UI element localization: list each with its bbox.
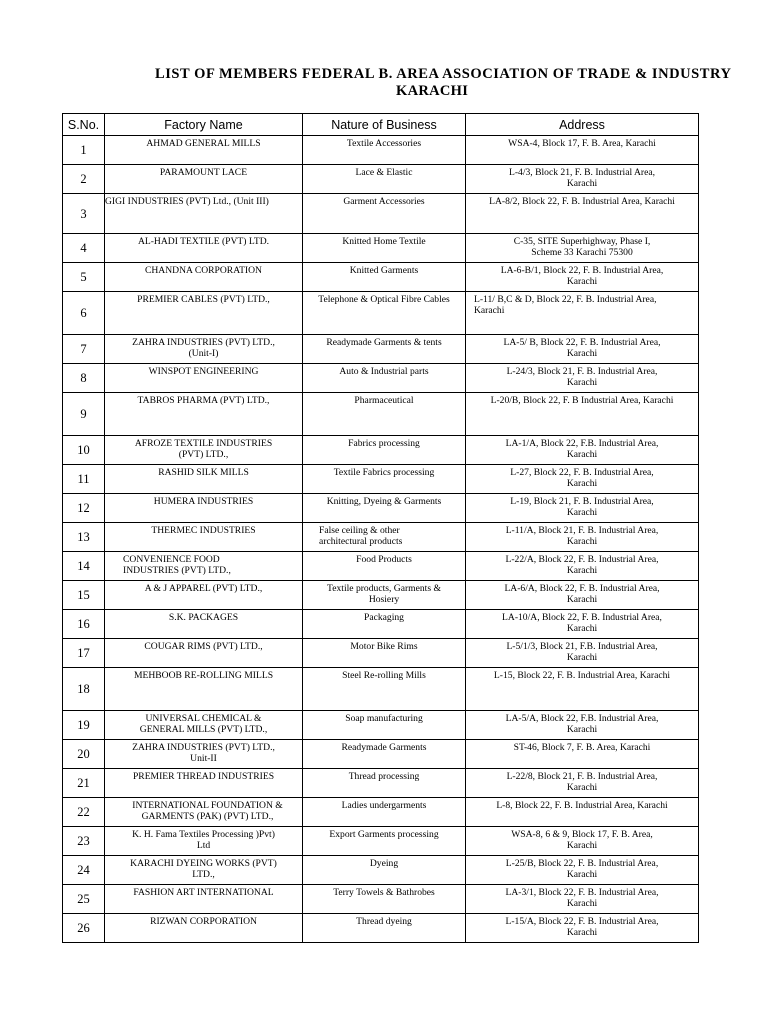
sno-cell: 15 — [63, 581, 105, 610]
factory-name-cell: FASHION ART INTERNATIONAL — [105, 885, 303, 914]
nature-of-business-cell: Readymade Garments — [303, 740, 466, 769]
table-row — [63, 798, 699, 827]
sno-cell: 18 — [63, 668, 105, 711]
nature-of-business-cell: Steel Re-rolling Mills — [303, 668, 466, 711]
sno-cell: 12 — [63, 494, 105, 523]
nature-of-business-cell: Terry Towels & Bathrobes — [303, 885, 466, 914]
factory-name-cell: ZAHRA INDUSTRIES (PVT) LTD., Unit-II — [105, 740, 303, 769]
table-row — [63, 581, 699, 610]
address-cell: L-11/ B,C & D, Block 22, F. B. Industrial Area, Karachi — [466, 292, 699, 335]
table-row — [63, 194, 699, 234]
factory-name-cell: AHMAD GENERAL MILLS — [105, 136, 303, 165]
address-cell: LA-5/A, Block 22, F.B. Industrial Area, Karachi — [466, 711, 699, 740]
table-row — [63, 165, 699, 194]
title-line-2: KARACHI — [396, 83, 469, 99]
address-cell: L-22/8, Block 21, F. B. Industrial Area, Karachi — [466, 769, 699, 798]
address-cell: L-4/3, Block 21, F. B. Industrial Area, Karachi — [466, 165, 699, 194]
table-body — [63, 136, 699, 943]
address-cell: WSA-8, 6 & 9, Block 17, F. B. Area, Karachi — [466, 827, 699, 856]
factory-name-cell: MEHBOOB RE-ROLLING MILLS — [105, 668, 303, 711]
address-cell: L-15/A, Block 22, F. B. Industrial Area, Karachi — [466, 914, 699, 943]
table-row — [63, 827, 699, 856]
factory-name-cell: TABROS PHARMA (PVT) LTD., — [105, 393, 303, 436]
nature-of-business-cell: Textile products, Garments & Hosiery — [303, 581, 466, 610]
sno-cell: 23 — [63, 827, 105, 856]
nature-of-business-cell: Textile Accessories — [303, 136, 466, 165]
factory-name-cell: THERMEC INDUSTRIES — [105, 523, 303, 552]
table-row — [63, 436, 699, 465]
sno-cell: 21 — [63, 769, 105, 798]
factory-name-cell: S.K. PACKAGES — [105, 610, 303, 639]
nature-of-business-cell: Thread processing — [303, 769, 466, 798]
table-row — [63, 856, 699, 885]
nature-of-business-cell: Ladies undergarments — [303, 798, 466, 827]
sno-cell: 9 — [63, 393, 105, 436]
nature-of-business-cell: Knitting, Dyeing & Garments — [303, 494, 466, 523]
address-cell: LA-5/ B, Block 22, F. B. Industrial Area, Karachi — [466, 335, 699, 364]
factory-name-cell: RASHID SILK MILLS — [105, 465, 303, 494]
factory-name-cell: PREMIER THREAD INDUSTRIES — [105, 769, 303, 798]
factory-name-cell: UNIVERSAL CHEMICAL & GENERAL MILLS (PVT) LTD., — [105, 711, 303, 740]
factory-name-cell: INTERNATIONAL FOUNDATION & GARMENTS (PAK) (PVT) LTD., — [105, 798, 303, 827]
factory-name-cell: COUGAR RIMS (PVT) LTD., — [105, 639, 303, 668]
table-row — [63, 639, 699, 668]
factory-name-cell: HUMERA INDUSTRIES — [105, 494, 303, 523]
address-cell: C-35, SITE Superhighway, Phase I, Scheme 33 Karachi 75300 — [466, 234, 699, 263]
sno-cell: 22 — [63, 798, 105, 827]
nature-of-business-cell: Auto & Industrial parts — [303, 364, 466, 393]
sno-cell: 14 — [63, 552, 105, 581]
address-cell: L-8, Block 22, F. B. Industrial Area, Karachi — [466, 798, 699, 827]
nature-of-business-cell: Fabrics processing — [303, 436, 466, 465]
sno-cell: 2 — [63, 165, 105, 194]
address-cell: LA-3/1, Block 22, F. B. Industrial Area, Karachi — [466, 885, 699, 914]
sno-cell: 6 — [63, 292, 105, 335]
address-cell: L-5/1/3, Block 21, F.B. Industrial Area, Karachi — [466, 639, 699, 668]
table-header-row — [63, 114, 699, 136]
sno-cell: 8 — [63, 364, 105, 393]
factory-name-cell: K. H. Fama Textiles Processing )Pvt) Ltd — [105, 827, 303, 856]
nature-of-business-cell: Food Products — [303, 552, 466, 581]
sno-cell: 24 — [63, 856, 105, 885]
sno-cell: 19 — [63, 711, 105, 740]
table-row — [63, 393, 699, 436]
header-nature-of-business: Nature of Business — [303, 114, 466, 136]
address-cell: LA-6-B/1, Block 22, F. B. Industrial Area, Karachi — [466, 263, 699, 292]
header-factory-name: Factory Name — [105, 114, 303, 136]
nature-of-business-cell: False ceiling & other architectural products — [303, 523, 466, 552]
sno-cell: 17 — [63, 639, 105, 668]
address-cell: L-15, Block 22, F. B. Industrial Area, Karachi — [466, 668, 699, 711]
nature-of-business-cell: Soap manufacturing — [303, 711, 466, 740]
factory-name-cell: PREMIER CABLES (PVT) LTD., — [105, 292, 303, 335]
table-row — [63, 364, 699, 393]
table-row — [63, 769, 699, 798]
address-cell: L-22/A, Block 22, F. B. Industrial Area, Karachi — [466, 552, 699, 581]
table-row — [63, 740, 699, 769]
factory-name-cell: ZAHRA INDUSTRIES (PVT) LTD., (Unit-I) — [105, 335, 303, 364]
sno-cell: 20 — [63, 740, 105, 769]
address-cell: LA-10/A, Block 22, F. B. Industrial Area, Karachi — [466, 610, 699, 639]
address-cell: L-20/B, Block 22, F. B Industrial Area, Karachi — [466, 393, 699, 436]
sno-cell: 13 — [63, 523, 105, 552]
address-cell: L-25/B, Block 22, F. B. Industrial Area, Karachi — [466, 856, 699, 885]
table-row — [63, 914, 699, 943]
table-row — [63, 885, 699, 914]
title-line-1: LIST OF MEMBERS FEDERAL B. AREA ASSOCIATION OF TRADE & INDUSTRY — [155, 66, 732, 82]
factory-name-cell: PARAMOUNT LACE — [105, 165, 303, 194]
factory-name-cell: CONVENIENCE FOOD INDUSTRIES (PVT) LTD., — [105, 552, 303, 581]
nature-of-business-cell: Packaging — [303, 610, 466, 639]
factory-name-cell: AL-HADI TEXTILE (PVT) LTD. — [105, 234, 303, 263]
table-row — [63, 263, 699, 292]
factory-name-cell: WINSPOT ENGINEERING — [105, 364, 303, 393]
sno-cell: 1 — [63, 136, 105, 165]
table-row — [63, 552, 699, 581]
table-row — [63, 234, 699, 263]
nature-of-business-cell: Thread dyeing — [303, 914, 466, 943]
address-cell: L-19, Block 21, F. B. Industrial Area, Karachi — [466, 494, 699, 523]
table-row — [63, 292, 699, 335]
nature-of-business-cell: Dyeing — [303, 856, 466, 885]
nature-of-business-cell: Lace & Elastic — [303, 165, 466, 194]
address-cell: L-11/A, Block 21, F. B. Industrial Area, Karachi — [466, 523, 699, 552]
factory-name-cell: RIZWAN CORPORATION — [105, 914, 303, 943]
sno-cell: 5 — [63, 263, 105, 292]
table-row — [63, 494, 699, 523]
sno-cell: 16 — [63, 610, 105, 639]
address-cell: LA-6/A, Block 22, F. B. Industrial Area, Karachi — [466, 581, 699, 610]
address-cell: L-27, Block 22, F. B. Industrial Area, Karachi — [466, 465, 699, 494]
table-row — [63, 335, 699, 364]
address-cell: ST-46, Block 7, F. B. Area, Karachi — [466, 740, 699, 769]
factory-name-cell: GIGI INDUSTRIES (PVT) Ltd., (Unit III) — [105, 194, 303, 234]
header-address: Address — [466, 114, 699, 136]
address-cell: WSA-4, Block 17, F. B. Area, Karachi — [466, 136, 699, 165]
sno-cell: 7 — [63, 335, 105, 364]
members-table — [62, 113, 699, 943]
table-row — [63, 668, 699, 711]
sno-cell: 11 — [63, 465, 105, 494]
nature-of-business-cell: Export Garments processing — [303, 827, 466, 856]
table-row — [63, 136, 699, 165]
sno-cell: 26 — [63, 914, 105, 943]
factory-name-cell: AFROZE TEXTILE INDUSTRIES (PVT) LTD., — [105, 436, 303, 465]
nature-of-business-cell: Garment Accessories — [303, 194, 466, 234]
nature-of-business-cell: Pharmaceutical — [303, 393, 466, 436]
nature-of-business-cell: Readymade Garments & tents — [303, 335, 466, 364]
nature-of-business-cell: Textile Fabrics processing — [303, 465, 466, 494]
nature-of-business-cell: Knitted Garments — [303, 263, 466, 292]
nature-of-business-cell: Motor Bike Rims — [303, 639, 466, 668]
sno-cell: 25 — [63, 885, 105, 914]
factory-name-cell: CHANDNA CORPORATION — [105, 263, 303, 292]
table-row — [63, 523, 699, 552]
factory-name-cell: A & J APPAREL (PVT) LTD., — [105, 581, 303, 610]
address-cell: L-24/3, Block 21, F. B. Industrial Area, Karachi — [466, 364, 699, 393]
address-cell: LA-1/A, Block 22, F.B. Industrial Area, Karachi — [466, 436, 699, 465]
factory-name-cell: KARACHI DYEING WORKS (PVT) LTD., — [105, 856, 303, 885]
sno-cell: 3 — [63, 194, 105, 234]
sno-cell: 4 — [63, 234, 105, 263]
table-row — [63, 610, 699, 639]
sno-cell: 10 — [63, 436, 105, 465]
nature-of-business-cell: Telephone & Optical Fibre Cables — [303, 292, 466, 335]
address-cell: LA-8/2, Block 22, F. B. Industrial Area, Karachi — [466, 194, 699, 234]
nature-of-business-cell: Knitted Home Textile — [303, 234, 466, 263]
header-sno: S.No. — [63, 114, 105, 136]
table-row — [63, 465, 699, 494]
table-row — [63, 711, 699, 740]
